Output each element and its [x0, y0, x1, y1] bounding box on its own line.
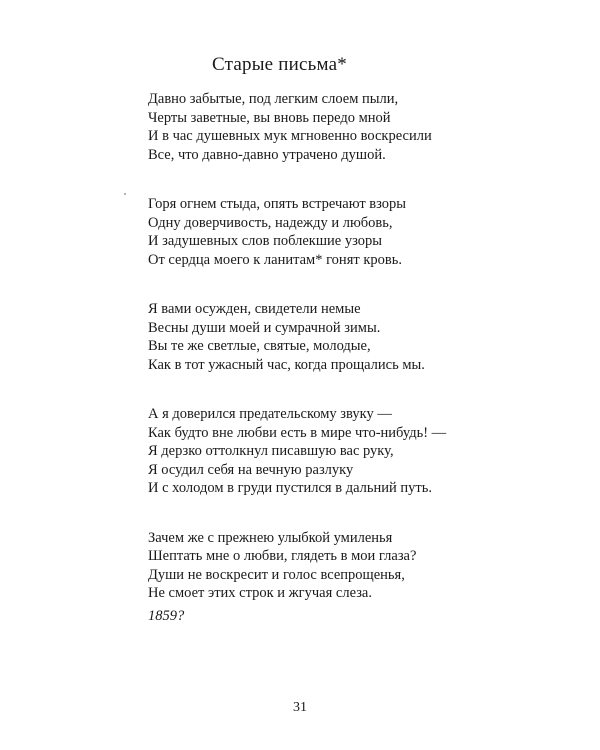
poem-line: И с холодом в груди пустился в дальний путь. [148, 480, 432, 496]
poem-title: Старые письма* [212, 54, 347, 75]
poem-line: Горя огнем стыда, опять встречают взоры [148, 196, 407, 212]
poem-line: От сердца моего к ланитам* гонят кровь. [148, 251, 402, 268]
stanza-2 [148, 195, 568, 269]
poem-line: Я дерзко оттолкнул писавшую вас руку, [148, 443, 394, 459]
poem-line: Я вами осужден, свидетели немые [148, 301, 361, 317]
stanza-4 [148, 405, 568, 498]
poem-line: Шептать мне о любви, глядеть в мои глаза? [148, 548, 417, 564]
stanza-5 [148, 529, 568, 626]
poem-line: И в час душевных мук мгновенно воскресили [148, 128, 432, 144]
poem-line: Давно забытые, под легким слоем пыли, [148, 91, 399, 107]
poem-line: Все, что давно-давно утрачено душой. [148, 146, 386, 163]
poem-line: Души не воскресит и голос всепрощенья, [148, 566, 405, 583]
poem-line: Весны души моей и сумрачной зимы. [148, 319, 381, 336]
stanza-1 [148, 90, 568, 164]
paper-speck [124, 193, 126, 195]
poem-line: Как в тот ужасный час, когда прощались мы. [148, 356, 425, 373]
poem-line: И задушевных слов поблекшие узоры [148, 233, 382, 249]
poem-line: Зачем же с прежнею улыбкой умиленья [148, 529, 393, 546]
poem-date: 1859? [148, 607, 185, 624]
poem-line: А я доверился предательскому звуку — [148, 406, 392, 422]
poem-line: Вы те же светлые, святые, молодые, [148, 338, 371, 354]
poem-line: Одну доверчивость, надежду и любовь, [148, 214, 393, 231]
page-number: 31 [293, 700, 307, 715]
poem-body [148, 90, 568, 625]
poem-line: Черты заветные, вы вновь передо мной [148, 109, 391, 126]
poem-line: Я осудил себя на вечную разлуку [148, 461, 354, 478]
stanza-3 [148, 300, 568, 374]
poem-line: Как будто вне любви есть в мире что-нибудь! — [148, 424, 447, 441]
poem-line: Не смоет этих строк и жгучая слеза. [148, 585, 372, 601]
